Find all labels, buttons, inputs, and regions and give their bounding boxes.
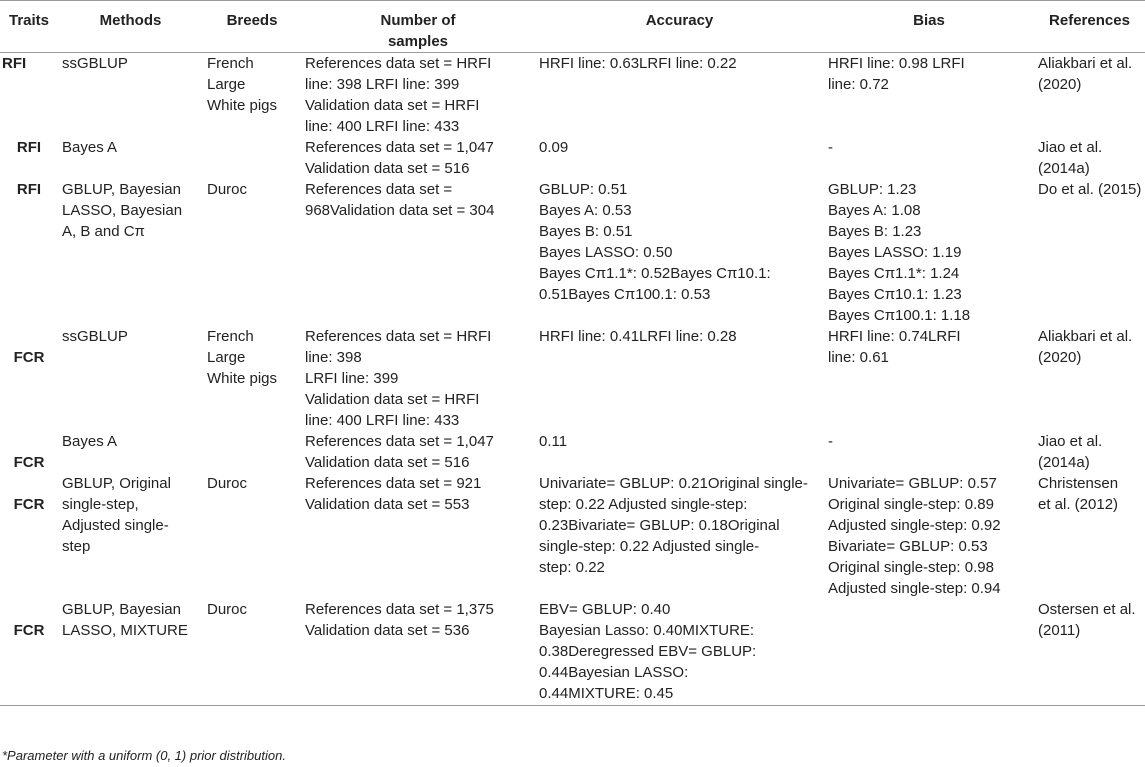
accuracy-line: HRFI line: 0.63LRFI line: 0.22 (539, 55, 737, 72)
cell-accuracy (535, 179, 824, 326)
cell-samples (301, 53, 535, 138)
cell-breeds (203, 179, 301, 326)
cell-methods (58, 179, 203, 326)
bias-line: Original single-step: 0.98 (828, 559, 994, 576)
bias-line: Bayes LASSO: 1.19 (828, 244, 962, 261)
references-line: (2011) (1038, 622, 1081, 639)
samples-line: Validation data set = HRFI (305, 97, 480, 114)
methods-line: LASSO, MIXTURE (62, 622, 188, 639)
samples-line: LRFI line: 399 (305, 370, 399, 387)
methods-line: step (62, 538, 91, 555)
cell-samples (301, 473, 535, 599)
cell-references (1034, 599, 1145, 705)
header-samples-line: Number of (380, 12, 456, 29)
cell-bias (824, 431, 1034, 473)
breeds-line: White pigs (207, 370, 278, 387)
methods-line: Adjusted single- (62, 517, 169, 534)
breeds-line: Large (207, 349, 246, 366)
cell-samples (301, 326, 535, 431)
breeds-line: French (207, 328, 254, 345)
cell-accuracy (535, 599, 824, 705)
accuracy-line: Bayes LASSO: 0.50 (539, 244, 673, 261)
cell-bias (824, 473, 1034, 599)
bias-line: HRFI line: 0.98 LRFI (828, 55, 965, 72)
accuracy-line: 0.38Deregressed EBV= GBLUP: (539, 643, 757, 660)
accuracy-line: Bayes Cπ1.1*: 0.52Bayes Cπ10.1: (539, 265, 771, 282)
samples-line: References data set = 1,047 (305, 139, 494, 156)
breeds-line: White pigs (207, 97, 278, 114)
bias-line: Bayes B: 1.23 (828, 223, 922, 240)
cell-breeds (203, 137, 301, 179)
cell-bias (824, 137, 1034, 179)
trait-label: RFI (16, 181, 42, 198)
cell-trait (0, 179, 58, 326)
cell-breeds (203, 473, 301, 599)
header-samples (301, 1, 535, 53)
cell-methods (58, 53, 203, 138)
cell-methods (58, 326, 203, 431)
accuracy-line: 0.51Bayes Cπ100.1: 0.53 (539, 286, 711, 303)
methods-line: GBLUP, Bayesian (62, 601, 181, 618)
cell-trait (0, 431, 58, 473)
samples-line: 968Validation data set = 304 (305, 202, 495, 219)
cell-methods (58, 431, 203, 473)
accuracy-line: Bayes B: 0.51 (539, 223, 633, 240)
cell-methods (58, 599, 203, 705)
cell-breeds (203, 431, 301, 473)
header-samples-line: samples (387, 33, 449, 50)
breeds-line: Duroc (207, 181, 248, 198)
cell-methods (58, 473, 203, 599)
breeds-line: French (207, 55, 254, 72)
bias-line: - (828, 139, 833, 156)
cell-breeds (203, 599, 301, 705)
cell-accuracy (535, 473, 824, 599)
accuracy-line: step: 0.22 Adjusted single-step: (539, 496, 748, 513)
references-line: Jiao et al. (1038, 433, 1103, 450)
samples-line: Validation data set = 516 (305, 160, 470, 177)
samples-line: Validation data set = 536 (305, 622, 470, 639)
breeds-line: Duroc (207, 601, 248, 618)
accuracy-line: 0.09 (539, 139, 569, 156)
table-row (0, 137, 1145, 179)
header-bias: Bias (824, 1, 1034, 53)
bias-line: line: 0.72 (828, 76, 889, 93)
cell-references (1034, 431, 1145, 473)
table-row (0, 473, 1145, 599)
table-row (0, 326, 1145, 431)
accuracy-line: Univariate= GBLUP: 0.21Original single- (539, 475, 808, 492)
accuracy-line: Bayes A: 0.53 (539, 202, 632, 219)
samples-line: Validation data set = 553 (305, 496, 470, 513)
cell-references (1034, 473, 1145, 599)
references-line: Aliakbari et al. (1038, 328, 1133, 345)
cell-breeds (203, 326, 301, 431)
bias-line: HRFI line: 0.74LRFI (828, 328, 961, 345)
samples-line: line: 400 LRFI line: 433 (305, 412, 460, 429)
samples-line: Validation data set = HRFI (305, 391, 480, 408)
header-breeds: Breeds (203, 1, 301, 53)
bias-line: Bayes Cπ10.1: 1.23 (828, 286, 962, 303)
bias-line: Bayes A: 1.08 (828, 202, 921, 219)
cell-methods (58, 137, 203, 179)
cell-accuracy (535, 137, 824, 179)
accuracy-line: HRFI line: 0.41LRFI line: 0.28 (539, 328, 737, 345)
bias-line: Bivariate= GBLUP: 0.53 (828, 538, 988, 555)
trait-label: FCR (13, 622, 45, 639)
methods-line: single-step, (62, 496, 139, 513)
accuracy-line: single-step: 0.22 Adjusted single- (539, 538, 760, 555)
accuracy-line: 0.44MIXTURE: 0.45 (539, 685, 674, 702)
samples-line: References data set = 921 (305, 475, 482, 492)
references-line: Do et al. (2015) (1038, 181, 1142, 198)
samples-line: References data set = HRFI (305, 328, 492, 345)
cell-trait (0, 53, 58, 138)
accuracy-line: 0.44Bayesian LASSO: (539, 664, 689, 681)
cell-bias (824, 53, 1034, 138)
footnote: *Parameter with a uniform (0, 1) prior distribution. (2, 748, 286, 763)
samples-line: References data set = 1,047 (305, 433, 494, 450)
header-accuracy: Accuracy (535, 1, 824, 53)
accuracy-line: EBV= GBLUP: 0.40 (539, 601, 671, 618)
cell-accuracy (535, 326, 824, 431)
cell-breeds (203, 53, 301, 138)
samples-line: line: 398 (305, 349, 362, 366)
header-methods: Methods (58, 1, 203, 53)
references-line: Jiao et al. (1038, 139, 1103, 156)
methods-line: Bayes A (62, 433, 118, 450)
methods-line: ssGBLUP (62, 328, 128, 345)
methods-line: ssGBLUP (62, 55, 128, 72)
methods-line: GBLUP, Bayesian (62, 181, 181, 198)
trait-label: FCR (13, 349, 45, 366)
methods-line: A, B and Cπ (62, 223, 145, 240)
cell-samples (301, 137, 535, 179)
accuracy-line: step: 0.22 (539, 559, 605, 576)
cell-bias (824, 179, 1034, 326)
breeds-line: Large (207, 76, 246, 93)
bias-line: Univariate= GBLUP: 0.57 (828, 475, 997, 492)
references-line: (2020) (1038, 76, 1082, 93)
references-line: (2014a) (1038, 160, 1090, 177)
cell-bias (824, 326, 1034, 431)
samples-line: line: 398 LRFI line: 399 (305, 76, 460, 93)
cell-references (1034, 53, 1145, 138)
bias-line: Bayes Cπ1.1*: 1.24 (828, 265, 960, 282)
bias-line: GBLUP: 1.23 (828, 181, 917, 198)
table-row (0, 53, 1145, 138)
references-line: Ostersen et al. (1038, 601, 1136, 618)
cell-trait (0, 137, 58, 179)
samples-line: References data set = 1,375 (305, 601, 494, 618)
samples-line: References data set = (305, 181, 453, 198)
methods-line: LASSO, Bayesian (62, 202, 183, 219)
bias-line: Adjusted single-step: 0.92 (828, 517, 1001, 534)
header-references: References (1034, 1, 1145, 53)
cell-references (1034, 326, 1145, 431)
table-row (0, 599, 1145, 705)
cell-trait (0, 326, 58, 431)
cell-trait (0, 599, 58, 705)
samples-line: line: 400 LRFI line: 433 (305, 118, 460, 135)
references-line: Aliakbari et al. (1038, 55, 1133, 72)
cell-accuracy (535, 53, 824, 138)
accuracy-line: Bayesian Lasso: 0.40MIXTURE: (539, 622, 755, 639)
cell-samples (301, 599, 535, 705)
accuracy-line: GBLUP: 0.51 (539, 181, 628, 198)
header-traits: Traits (0, 1, 58, 53)
methods-line: Bayes A (62, 139, 118, 156)
cell-bias (824, 599, 1034, 705)
table-row (0, 179, 1145, 326)
references-line: Christensen (1038, 475, 1119, 492)
cell-accuracy (535, 431, 824, 473)
bias-line: - (828, 433, 833, 450)
methods-line: GBLUP, Original (62, 475, 171, 492)
samples-line: Validation data set = 516 (305, 454, 470, 471)
trait-label: RFI (16, 139, 42, 156)
cell-references (1034, 137, 1145, 179)
table-row (0, 431, 1145, 473)
references-line: (2020) (1038, 349, 1082, 366)
header-row (0, 1, 1145, 53)
bias-line: line: 0.61 (828, 349, 889, 366)
breeds-line: Duroc (207, 475, 248, 492)
samples-line: References data set = HRFI (305, 55, 492, 72)
accuracy-line: 0.23Bivariate= GBLUP: 0.18Original (539, 517, 780, 534)
references-line: (2014a) (1038, 454, 1090, 471)
bias-line: Original single-step: 0.89 (828, 496, 994, 513)
references-line: et al. (2012) (1038, 496, 1119, 513)
bias-line: Bayes Cπ100.1: 1.18 (828, 307, 971, 324)
trait-label: RFI (2, 55, 27, 72)
cell-samples (301, 431, 535, 473)
bias-line: Adjusted single-step: 0.94 (828, 580, 1001, 597)
trait-label: FCR (13, 496, 45, 513)
cell-samples (301, 179, 535, 326)
cell-references (1034, 179, 1145, 326)
accuracy-line: 0.11 (539, 433, 568, 450)
trait-label: FCR (13, 454, 45, 471)
cell-trait (0, 473, 58, 599)
